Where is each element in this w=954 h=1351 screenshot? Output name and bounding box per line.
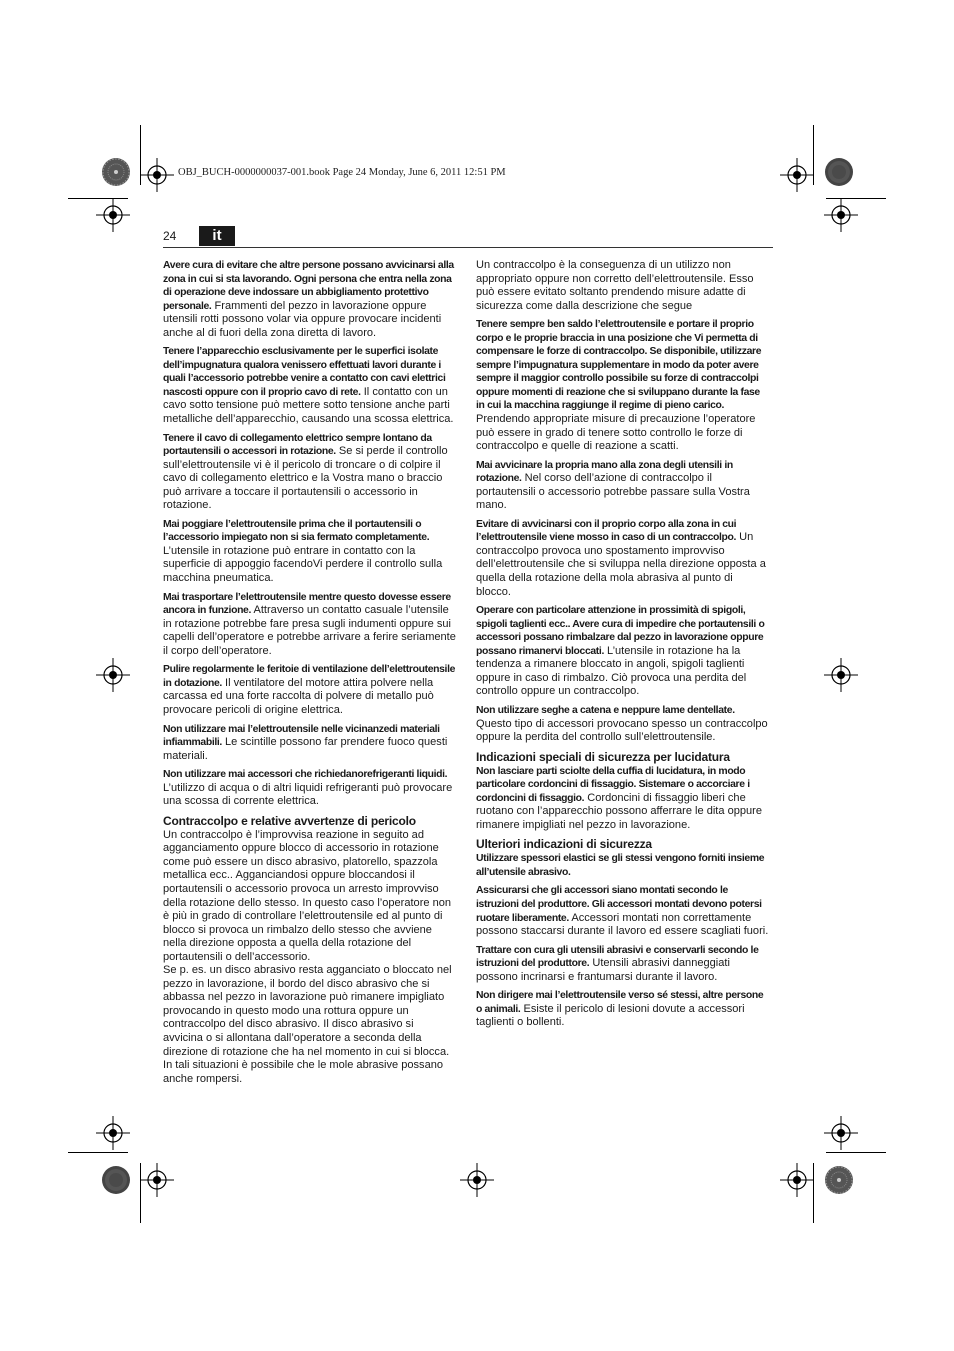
language-tab: it (199, 226, 235, 246)
paragraph-text: Frammenti del pezzo in lavorazione oppure utensili rotti possono volar via oppure provocare incidenti anche al di fuori della zona diretta di lavoro. (163, 299, 442, 339)
safety-paragraph (476, 604, 769, 699)
body-paragraph: Un contraccolpo è l’improvvisa reazione in seguito ad agganciamento oppure blocco di accessorio in rotazione come può essere un disco abrasivo, platorello, spazzola metallica ecc.. Agganciandosi oppure bloccandosi il portautensili o accessorio provoca un arresto improvviso della rotazione dello stesso. In questo caso l’operatore non è più in grado di controllare l’elettroutensile ed al punto di blocco si provoca un rimbalzo dello stesso che avviene nella direzione opposta a quella della rotazione del portautensili o dell’accessorio. (163, 828, 452, 963)
paragraph-text: Accessori montati non correttamente possono staccarsi durante il lavoro ed essere scagliati fuori. (476, 911, 769, 938)
paragraph-bold-lead: Assicurarsi che gli accessori siano montati secondo le istruzioni del produttore. Gli accessori montati devono potersi ruotare liberamente. (476, 885, 762, 924)
crosshair-registration-icon (824, 658, 858, 692)
starburst-target-icon (101, 1165, 131, 1195)
paragraph-text: Il contatto con un cavo sotto tensione può mettere sotto tensione anche parti metalliche dell’apparecchio, causando una scossa elettrica. (163, 385, 454, 426)
paragraph-bold-lead: Non dirigere mai l’elettroutensile verso sé stessi, altre persone o animali. (476, 990, 764, 1015)
crosshair-registration-icon (780, 158, 814, 192)
crosshair-registration-icon (96, 1116, 130, 1150)
safety-paragraph (476, 989, 769, 1030)
paragraph-text: Nel corso dell’azione di contraccolpo il portautensili o accessorio potrebbe passare sulla Vostra mano. (476, 472, 750, 512)
safety-paragraph (163, 663, 456, 717)
paragraph-bold-lead: Tenere il cavo di collegamento elettrico sempre lontano da portautensili o accessori in rotazione. (163, 432, 432, 458)
paragraph-bold-lead: Pulire regolarmente le feritoie di ventilazione dell’elettroutensile in dotazione. (163, 664, 456, 689)
crosshair-registration-icon (140, 158, 174, 192)
safety-paragraph (476, 944, 769, 985)
safety-paragraph (163, 345, 456, 426)
safety-paragraph (163, 259, 456, 340)
safety-paragraph (163, 518, 456, 586)
paragraph-bold-lead: Tenere sempre ben saldo l’elettroutensile e portare il proprio corpo e le proprie braccia in una posizione che Vi permetta di compensare le forze di contraccolpo. Se disponibile, utilizzare sempre l’impugnatura supplementare in modo da poter avere sempre il maggior controllo possibile su forze di contraccolpi oppure momenti di reazione che si sviluppano durante la fase in cui la macchina raggiunge il regime di pieno carico. (476, 319, 762, 412)
paragraph-text: Il ventilatore del motore attira polvere nella carcassa ed una forte raccolta di polvere di metallo può provocare pericoli di origine elettrica. (163, 676, 434, 716)
section-heading: Contraccolpo e relative avvertenze di pericolo (163, 813, 416, 828)
paragraph-text: Cordoncini di fissaggio liberi che ruotano con l’apparecchio possono afferrare le dita oppure rimanere impigliati nel pezzo in lavorazione. (476, 791, 762, 831)
safety-paragraph (476, 884, 769, 938)
safety-paragraph (476, 704, 769, 745)
starburst-target-icon (101, 157, 131, 187)
paragraph-text: Le scintille possono far prendere fuoco questi materiali. (163, 736, 448, 762)
body-paragraph: Un contraccolpo è la conseguenza di un utilizzo non appropriato oppure non corretto dell’elettroutensile. Esso può essere evitato soltanto prendendo misure adatte di sicurezza come dalla descrizione che segue (476, 259, 754, 312)
section-heading: Indicazioni speciali di sicurezza per lucidatura (476, 749, 730, 764)
paragraph-text: Prendendo appropriate misure di precauzione l’operatore può essere in grado di tenere sotto controllo le forze di contraccolpo e quelle di reazione a scatti. (476, 413, 756, 453)
section-heading: Ulteriori indicazioni di sicurezza (476, 837, 652, 852)
paragraph-bold-lead: Tenere l’apparecchio esclusivamente per le superfici isolate dell’impugnatura qualora venissero effettuati lavori durante i quali l’accessorio potrebbe venire a contatto con cavi elettrici nascosti oppure con il proprio cavo di rete. (163, 346, 446, 398)
paragraph-bold-lead: Trattare con cura gli utensili abrasivi e conservarli secondo le istruzioni del produttore. (476, 944, 759, 970)
crosshair-registration-icon (96, 658, 130, 692)
crosshair-registration-icon (96, 198, 130, 232)
starburst-target-icon (824, 1165, 854, 1195)
safety-paragraph (476, 765, 769, 833)
page-number: 24 (163, 229, 177, 243)
paragraph-text: L’utensile in rotazione ha la tendenza a rimanere bloccato in angoli, spigoli taglienti oppure in caso di rimbalzo. Ciò provoca una perdita del controllo oppure un contraccolpo. (476, 644, 747, 698)
crop-line (826, 1152, 886, 1153)
paragraph-bold-lead: Non lasciare parti sciolte della cuffia di lucidatura, in modo particolare cordoncini di fissaggio. Sistemare o accorciare i cordoncini di fissaggio. (476, 765, 750, 804)
starburst-target-icon (824, 157, 854, 187)
paragraph-bold-lead: Mai poggiare l’elettroutensile prima che il portautensili o l’accessorio impiegato non si sia fermato completamente. (163, 518, 430, 544)
paragraph-bold-lead: Avere cura di evitare che altre persone possano avvicinarsi alla zona in cui si sta lavorando. Ogni persona che entra nella zona di operazione deve indossare un abbigliamento protettivo personale. (163, 260, 454, 312)
safety-paragraph (476, 518, 769, 599)
safety-paragraph (476, 459, 769, 513)
paragraph-text: Questo tipo di accessori provocano spesso un contraccolpo oppure la perdita del controllo sull’elettroutensile. (476, 717, 768, 744)
paragraph-text: Se si perde il controllo sull’elettroutensile vi è il pericolo di troncare o di colpire il cavo di collegamento elettrico e la Vostra mano o braccio può arrivare a toccare il portautensili o accessorio in rotazione. (163, 445, 448, 512)
crosshair-registration-icon (780, 1163, 814, 1197)
crosshair-registration-icon (824, 1116, 858, 1150)
safety-paragraph (476, 318, 769, 453)
crosshair-registration-icon (460, 1163, 494, 1197)
paragraph-text: Un contraccolpo provoca uno spostamento improvviso dell’elettroutensile che si sviluppa nella direzione opposta a quella della rotazione della mola abrasiva al punto di blocco. (476, 531, 766, 598)
body-paragraph: Se p. es. un disco abrasivo resta agganciato o bloccato nel pezzo in lavorazione, il bordo del disco abrasivo che si abbassa nel pezzo in lavorazione può rimanere impigliato provocando in questo modo una rottura oppure un contraccolpo del disco abrasivo. Il disco abrasivo si avvicina o si allontana dall’operatore a seconda della direzione di rotazione che ha nel momento in cui si blocca. In tali situazioni è possibile che le mole abrasive possano anche rompersi. (163, 964, 452, 1085)
safety-paragraph (163, 723, 456, 764)
paragraph-text: L’utilizzo di acqua o di altri liquidi refrigeranti può provocare una scossa di corrente elettrica. (163, 781, 453, 808)
crosshair-registration-icon (824, 198, 858, 232)
paragraph-bold-lead: Utilizzare spessori elastici se gli stessi vengono forniti insieme all’utensile abrasivo. (476, 853, 765, 878)
paragraph-bold-lead: Operare con particolare attenzione in prossimità di spigoli, spigoli taglienti ecc.. Avere cura di impedire che portautensili o accessori possano rimbalzare dal pezzo in lavorazione oppure possano rimanervi bloccati. (476, 605, 765, 657)
paragraph-text: Esiste il pericolo di lesioni dovute a accessori taglienti o bollenti. (476, 1002, 745, 1029)
paragraph-text: L’utensile in rotazione può entrare in contatto con la superficie di appoggio facendoVi perdere il controllo sulla macchina pneumatica. (163, 544, 443, 585)
crop-line (68, 1152, 128, 1153)
paragraph-bold-lead: Non utilizzare mai accessori che richiedanorefrigeranti liquidi. (163, 769, 448, 781)
safety-paragraph (163, 432, 456, 513)
paragraph-bold-lead: Non utilizzare seghe a catena e neppure lame dentellate. (476, 704, 735, 716)
paragraph-bold-lead: Non utilizzare mai l’elettroutensile nelle vicinanzedi materiali infiammabili. (163, 723, 440, 749)
paragraph-text: Utensili abrasivi danneggiati possono incrinarsi e frantumarsi durante il lavoro. (476, 957, 730, 983)
paragraph-bold-lead: Evitare di avvicinarsi con il proprio corpo alla zona in cui l’elettroutensile viene mosso in caso di un contraccolpo. (476, 518, 737, 544)
safety-paragraph (163, 591, 456, 659)
paragraph-text: Attraverso un contatto casuale l’utensile in rotazione potrebbe fare presa sugli indumenti oppure sui capelli dell’operatore e potrebbe arrivare a ferire seriamente il corpo dell’operatore. (163, 604, 456, 657)
crosshair-registration-icon (140, 1163, 174, 1197)
file-info-line: OBJ_BUCH-0000000037-001.book Page 24 Monday, June 6, 2011 12:51 PM (178, 167, 506, 178)
safety-paragraph (163, 768, 456, 809)
left-column (163, 259, 456, 1086)
paragraph-bold-lead: Mai avvicinare la propria mano alla zona degli utensili in rotazione. (476, 459, 733, 485)
right-column (476, 259, 769, 1035)
paragraph-bold-lead: Mai trasportare l’elettroutensile mentre questo dovesse essere ancora in funzione. (163, 591, 451, 617)
header-rule (163, 247, 773, 248)
safety-paragraph (476, 852, 769, 879)
